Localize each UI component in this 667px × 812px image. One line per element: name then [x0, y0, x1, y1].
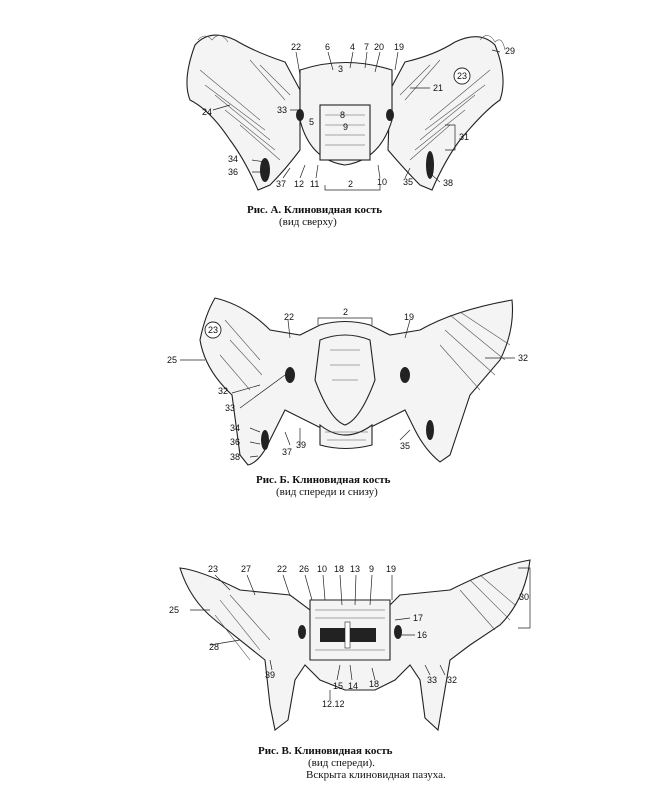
label-b-39: 39	[296, 440, 307, 450]
caption-c	[258, 745, 446, 781]
caption-c-note: Вскрыта клиновидная пазуха.	[306, 769, 446, 781]
label-c-19: 19	[386, 564, 397, 574]
caption-b	[256, 474, 390, 498]
label-c-32: 32	[447, 675, 458, 685]
label-a-2: 2	[348, 179, 354, 189]
label-a-21: 21	[433, 83, 444, 93]
label-a-35: 35	[403, 177, 414, 187]
label-b-23: 23	[208, 325, 219, 335]
label-b-25: 25	[167, 355, 178, 365]
label-a-23: 23	[457, 71, 468, 81]
label-a-31: 31	[459, 132, 470, 142]
label-a-37: 37	[276, 179, 287, 189]
caption-b-title: Рис. Б. Клиновидная кость	[256, 474, 391, 486]
label-c-30: 30	[519, 592, 530, 602]
label-b-38: 38	[230, 452, 241, 462]
label-b-33: 33	[225, 403, 236, 413]
label-a-11: 11	[310, 179, 320, 189]
label-c-23: 23	[208, 564, 219, 574]
label-a-12: 12	[294, 179, 305, 189]
label-a-36: 36	[228, 167, 239, 177]
caption-a-title: Рис. А. Клиновидная кость	[247, 204, 383, 216]
caption-a-subtitle: (вид сверху)	[279, 216, 337, 228]
label-c-10: 10	[317, 564, 328, 574]
label-a-22: 22	[291, 42, 302, 52]
label-a-9: 9	[343, 122, 349, 132]
label-a-10: 10	[377, 177, 388, 187]
label-c-22: 22	[277, 564, 288, 574]
caption-b-subtitle: (вид спереди и снизу)	[276, 486, 378, 498]
label-a-3: 3	[338, 64, 344, 74]
label-c-18-bottom: 18	[369, 679, 380, 689]
label-a-19: 19	[394, 42, 405, 52]
label-b-34: 34	[230, 423, 241, 433]
label-a-5: 5	[309, 117, 315, 127]
caption-c-subtitle: (вид спереди).	[308, 757, 375, 769]
caption-a	[247, 204, 382, 228]
label-c-39: 39	[265, 670, 276, 680]
label-a-33: 33	[277, 105, 288, 115]
label-c-13: 13	[350, 564, 361, 574]
label-a-6: 6	[325, 42, 331, 52]
label-b-36: 36	[230, 437, 241, 447]
caption-c-title: Рис. В. Клиновидная кость	[258, 745, 393, 757]
label-c-18-top: 18	[334, 564, 345, 574]
label-a-34: 34	[228, 154, 239, 164]
label-b-2: 2	[343, 307, 349, 317]
label-b-32-left: 32	[218, 386, 229, 396]
label-b-22: 22	[284, 312, 295, 322]
label-c-9: 9	[369, 564, 375, 574]
label-a-8: 8	[340, 110, 346, 120]
label-c-14: 14	[348, 681, 359, 691]
label-b-19: 19	[404, 312, 415, 322]
label-a-20: 20	[374, 42, 385, 52]
label-a-4: 4	[350, 42, 356, 52]
label-c-26: 26	[299, 564, 310, 574]
label-c-17: 17	[413, 613, 424, 623]
label-c-12-12: 12.12	[322, 699, 345, 709]
label-a-7: 7	[364, 42, 370, 52]
label-c-28: 28	[209, 642, 220, 652]
label-b-32-right: 32	[518, 353, 529, 363]
label-a-24: 24	[202, 107, 213, 117]
label-a-38: 38	[443, 178, 454, 188]
label-c-25: 25	[169, 605, 180, 615]
label-c-16: 16	[417, 630, 428, 640]
label-c-15: 15	[333, 681, 344, 691]
label-a-29: 29	[505, 46, 516, 56]
label-b-37: 37	[282, 447, 293, 457]
label-c-27: 27	[241, 564, 252, 574]
label-c-33: 33	[427, 675, 438, 685]
figure-c-drawing	[180, 560, 530, 730]
label-b-35: 35	[400, 441, 411, 451]
